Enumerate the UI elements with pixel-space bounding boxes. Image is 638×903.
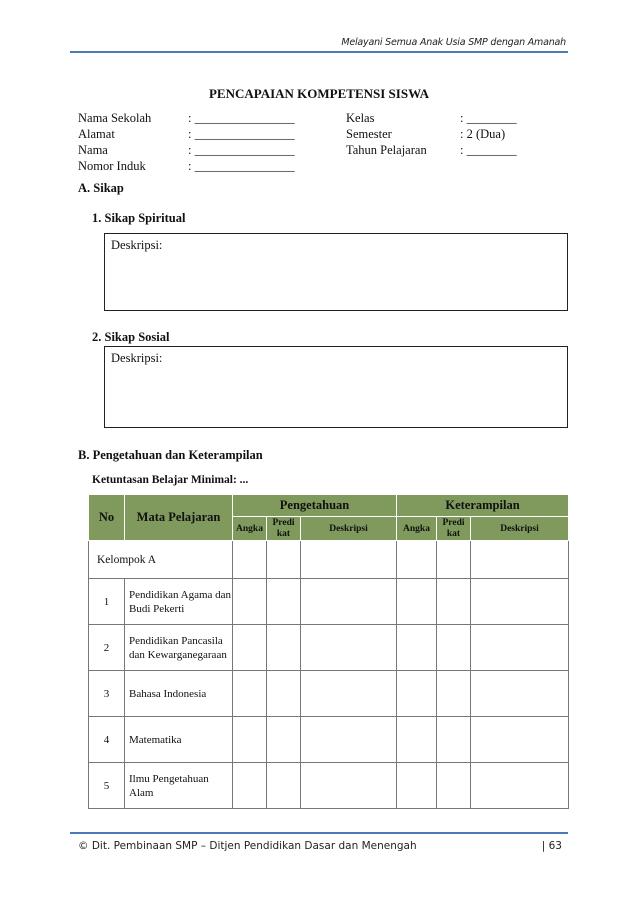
cell[interactable] <box>471 671 569 717</box>
cell[interactable] <box>437 671 471 717</box>
spiritual-description-box[interactable] <box>104 233 568 311</box>
cell[interactable] <box>471 579 569 625</box>
table-row <box>89 717 569 763</box>
info-label-class: Kelas <box>346 111 375 125</box>
info-value-address: : ________________ <box>188 127 295 141</box>
col-skill-score: Angka <box>397 517 437 541</box>
cell[interactable] <box>233 717 267 763</box>
row-subject: Pendidikan Pancasila dan Kewarganegaraan <box>125 625 233 671</box>
col-group-skill: Keterampilan <box>397 495 569 517</box>
cell[interactable] <box>397 541 437 579</box>
footer-divider <box>70 832 568 834</box>
row-no: 4 <box>89 717 125 763</box>
section-b-title: B. Pengetahuan dan Keterampilan <box>78 448 263 462</box>
cell[interactable] <box>397 625 437 671</box>
row-no: 3 <box>89 671 125 717</box>
kkm-label: Ketuntasan Belajar Minimal: ... <box>92 474 249 486</box>
cell[interactable] <box>267 763 301 809</box>
cell[interactable] <box>397 579 437 625</box>
social-title: 2. Sikap Sosial <box>92 330 170 344</box>
social-description-label: Deskripsi: <box>111 351 163 365</box>
row-subject: Bahasa Indonesia <box>125 671 233 717</box>
competency-table <box>88 494 569 809</box>
col-knowledge-description: Deskripsi <box>301 517 397 541</box>
cell[interactable] <box>397 717 437 763</box>
cell[interactable] <box>233 625 267 671</box>
info-label-address: Alamat <box>78 127 115 141</box>
page-title: PENCAPAIAN KOMPETENSI SISWA <box>208 86 430 101</box>
cell[interactable] <box>267 541 301 579</box>
cell[interactable] <box>471 541 569 579</box>
col-subject: Mata Pelajaran <box>125 495 233 541</box>
cell[interactable] <box>267 579 301 625</box>
row-subject: Pendidikan Agama dan Budi Pekerti <box>125 579 233 625</box>
cell[interactable] <box>301 625 397 671</box>
col-knowledge-score: Angka <box>233 517 267 541</box>
group-row <box>89 541 569 579</box>
section-a-title: A. Sikap <box>78 181 124 195</box>
cell[interactable] <box>301 717 397 763</box>
spiritual-title: 1. Sikap Spiritual <box>92 211 186 225</box>
info-value-class: : ________ <box>460 111 517 125</box>
cell[interactable] <box>397 671 437 717</box>
cell[interactable] <box>267 671 301 717</box>
info-value-student-id: : ________________ <box>188 159 295 173</box>
info-label-academic-year: Tahun Pelajaran <box>346 143 427 157</box>
cell[interactable] <box>437 625 471 671</box>
cell[interactable] <box>437 763 471 809</box>
cell[interactable] <box>437 541 471 579</box>
cell[interactable] <box>471 763 569 809</box>
col-skill-description: Deskripsi <box>471 517 569 541</box>
cell[interactable] <box>233 671 267 717</box>
row-subject: Ilmu Pengetahuan Alam <box>125 763 233 809</box>
cell[interactable] <box>437 717 471 763</box>
row-no: 2 <box>89 625 125 671</box>
info-value-school: : ________________ <box>188 111 295 125</box>
info-value-academic-year: : ________ <box>460 143 517 157</box>
info-label-semester: Semester <box>346 127 392 141</box>
table-row <box>89 625 569 671</box>
info-value-name: : ________________ <box>188 143 295 157</box>
cell[interactable] <box>397 763 437 809</box>
footer-copyright: © Dit. Pembinaan SMP – Ditjen Pendidikan Dasar dan Menengah <box>78 840 417 852</box>
cell[interactable] <box>471 717 569 763</box>
page-number: | 63 <box>541 840 562 852</box>
cell[interactable] <box>301 541 397 579</box>
cell[interactable] <box>233 579 267 625</box>
row-no: 5 <box>89 763 125 809</box>
cell[interactable] <box>267 717 301 763</box>
social-description-box[interactable] <box>104 346 568 428</box>
cell[interactable] <box>437 579 471 625</box>
cell[interactable] <box>471 625 569 671</box>
table-row <box>89 579 569 625</box>
cell[interactable] <box>301 579 397 625</box>
info-label-student-id: Nomor Induk <box>78 159 146 173</box>
cell[interactable] <box>267 625 301 671</box>
info-value-semester: : 2 (Dua) <box>460 127 506 141</box>
col-no: No <box>89 495 125 541</box>
cell[interactable] <box>301 763 397 809</box>
table-row <box>89 671 569 717</box>
row-subject: Matematika <box>125 717 233 763</box>
col-knowledge-predicate: Predi kat <box>267 517 301 541</box>
cell[interactable] <box>233 763 267 809</box>
cell[interactable] <box>301 671 397 717</box>
info-label-name: Nama <box>78 143 108 157</box>
col-group-knowledge: Pengetahuan <box>233 495 397 517</box>
header-tagline: Melayani Semua Anak Usia SMP dengan Amanah <box>341 37 566 48</box>
header-divider <box>70 51 568 53</box>
group-row-label: Kelompok A <box>89 541 233 579</box>
info-label-school: Nama Sekolah <box>78 111 152 125</box>
spiritual-description-label: Deskripsi: <box>111 238 163 252</box>
table-row <box>89 763 569 809</box>
row-no: 1 <box>89 579 125 625</box>
cell[interactable] <box>233 541 267 579</box>
col-skill-predicate: Predi kat <box>437 517 471 541</box>
